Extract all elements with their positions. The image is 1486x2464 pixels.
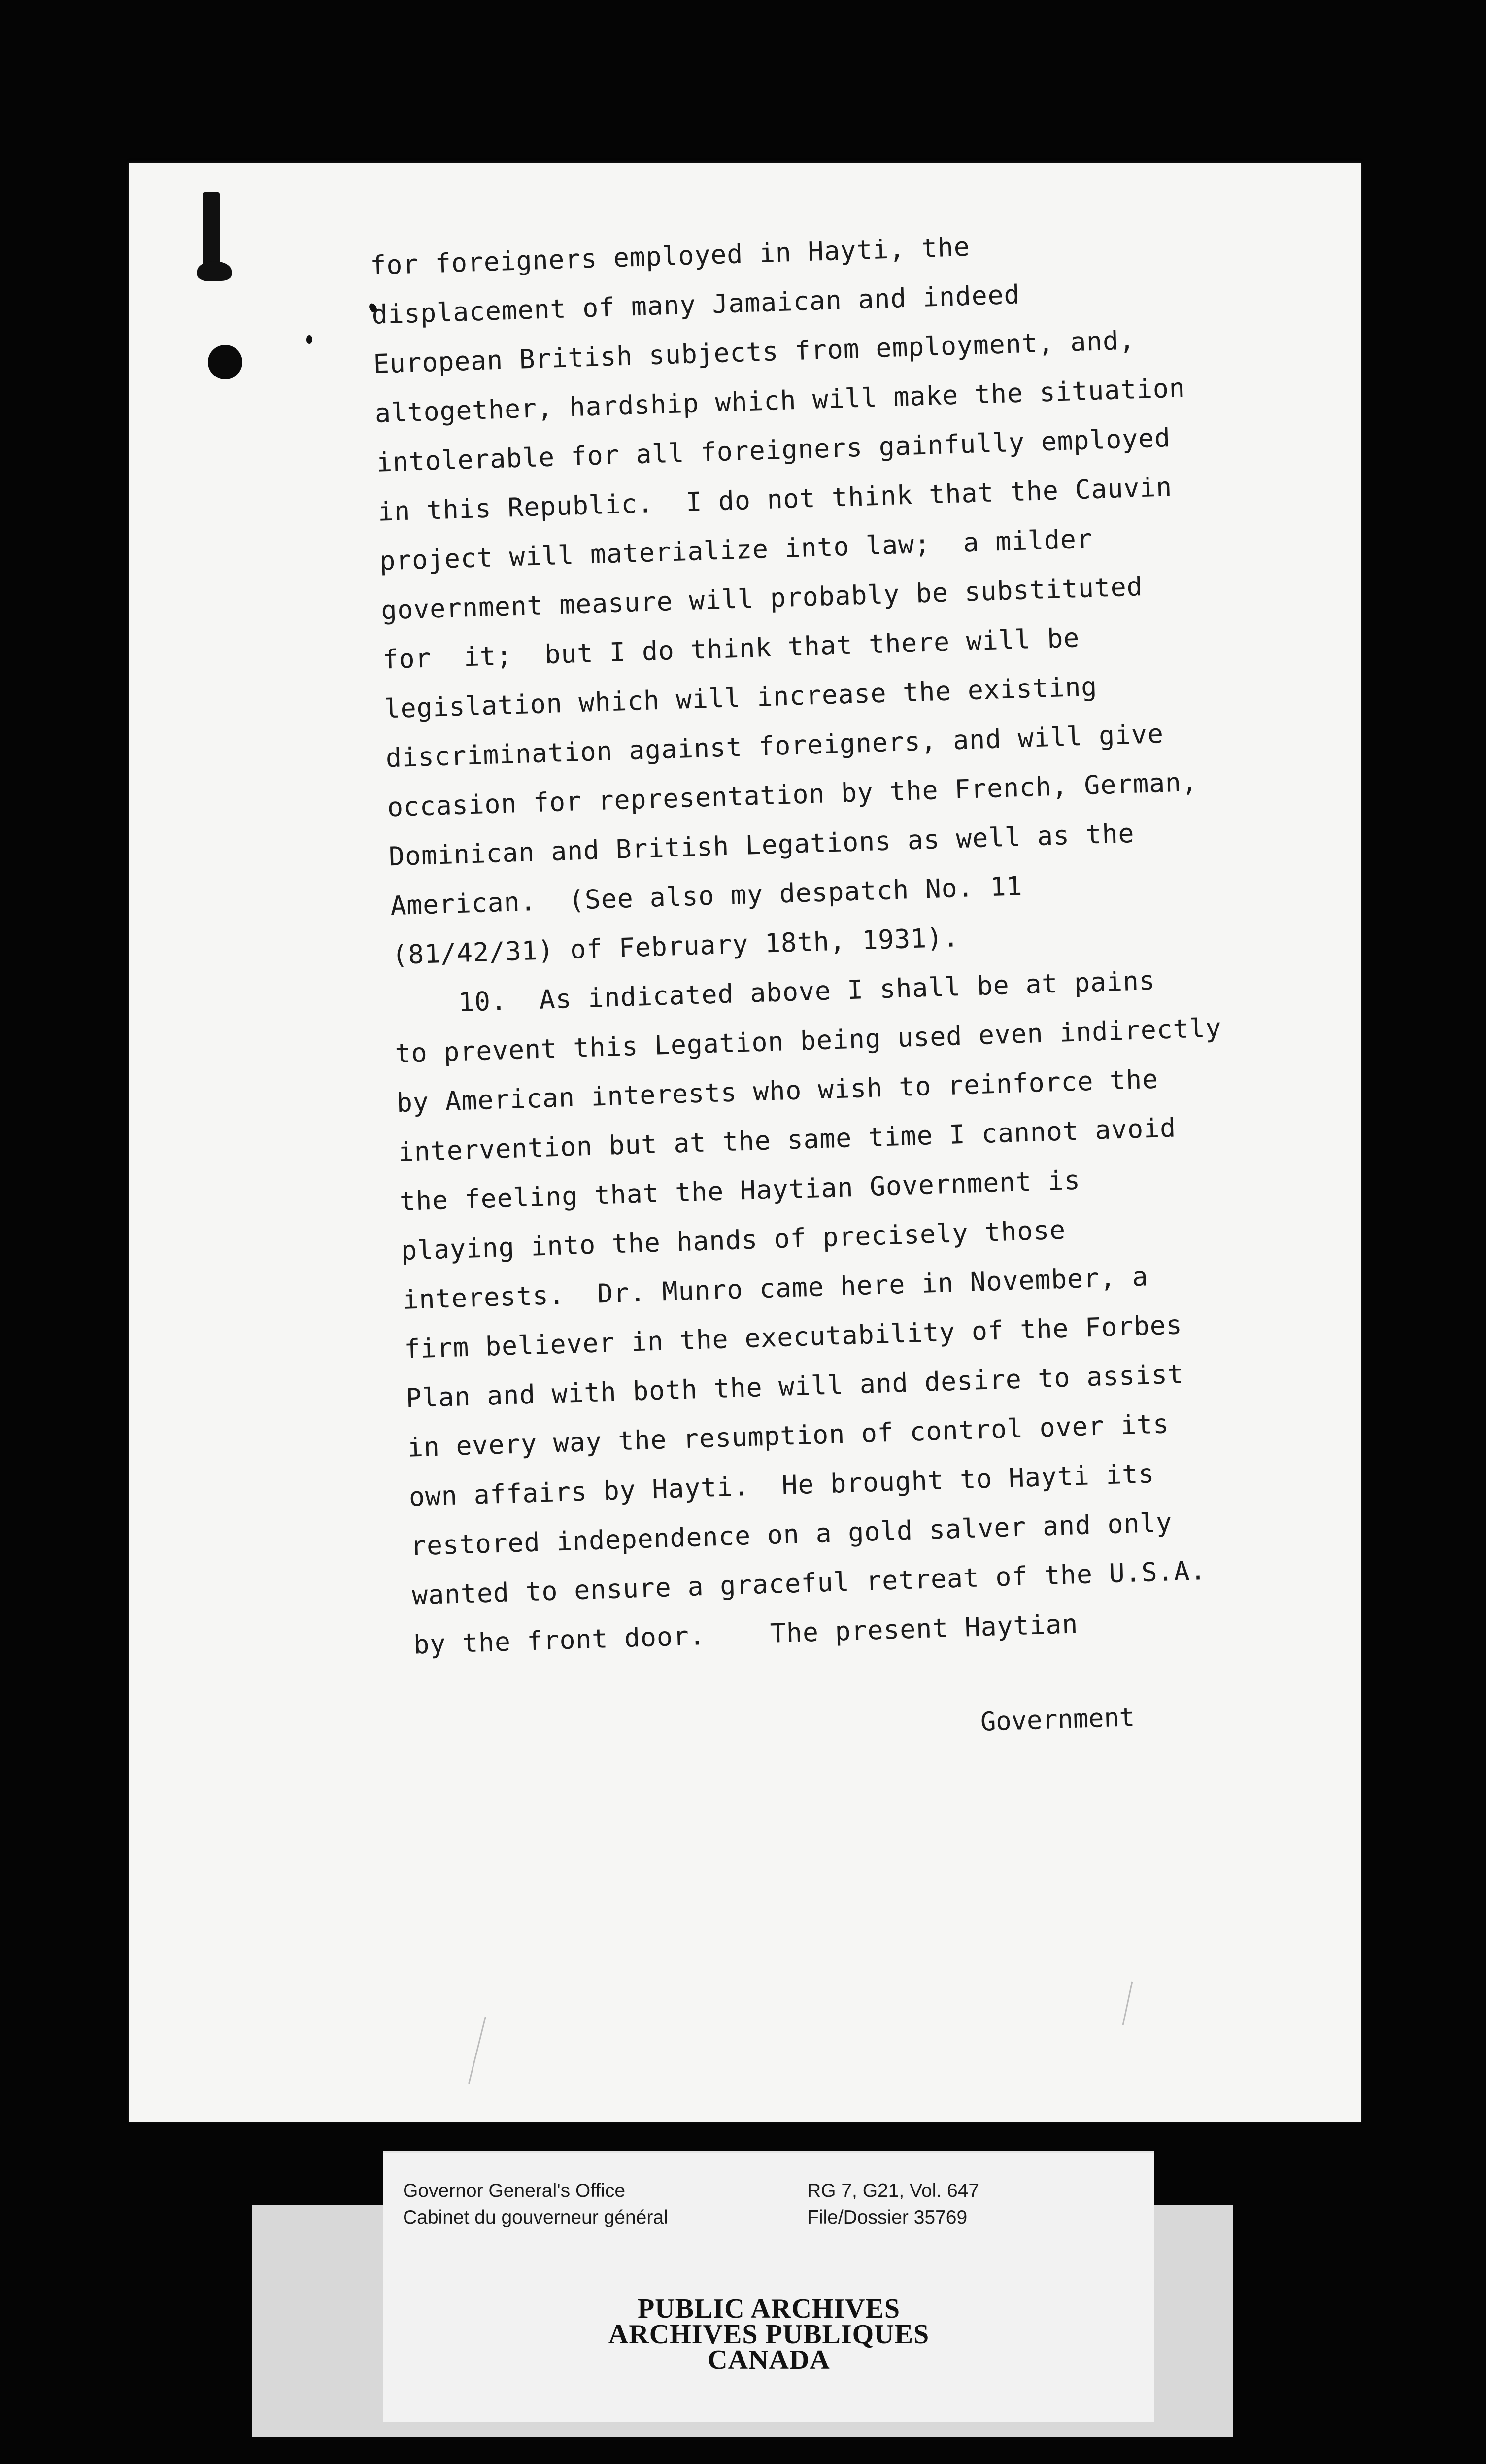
archive-office (403, 2178, 668, 2231)
text-line: restored independence on a gold salver and only (410, 1507, 1173, 1562)
text-line: for foreigners employed in Hayti, the (370, 232, 971, 281)
text-line: intervention but at the same time I cannot avoid (398, 1113, 1177, 1168)
text-line: American. (See also my despatch No. 11 (390, 871, 1023, 922)
catchword: Government (980, 1703, 1135, 1737)
text-line: playing into the hands of precisely those (401, 1215, 1066, 1266)
paragraph-start-line: 10. As indicated above I shall be at pains (393, 965, 1156, 1020)
text-line: own affairs by Hayti. He brought to Hayti its (408, 1459, 1155, 1512)
text-line: in every way the resumption of control over its (406, 1409, 1170, 1463)
text-line: government measure will probably be substituted (380, 572, 1144, 626)
text-line: the feeling that the Haytian Government is (399, 1165, 1081, 1217)
archive-label (383, 2151, 1154, 2422)
text-line: intolerable for all foreigners gainfully employed (376, 423, 1171, 478)
text-line: interests. Dr. Munro came here in November, a (402, 1262, 1149, 1315)
punch-hole (208, 345, 242, 379)
text-line: (81/42/31) of February 18th, 1931). (391, 923, 960, 971)
text-line: European British subjects from employment, and, (372, 325, 1136, 379)
text-line: project will materialize into law; a milder (379, 524, 1093, 577)
text-line: firm believer in the executability of the Forbes (404, 1310, 1183, 1365)
file-dossier-number: File/Dossier 35769 (807, 2207, 968, 2228)
text-line: to prevent this Legation being used even indirectly (394, 1013, 1222, 1069)
film-scratch (468, 2017, 486, 2084)
stamp-line-country: CANADA (708, 2345, 830, 2375)
text-line: occasion for representation by the French, German, (387, 767, 1198, 823)
staple-mark-tail (197, 261, 232, 281)
text-line: Plan and with both the will and desire to assist (405, 1359, 1184, 1414)
text-line: legislation which will increase the existing (383, 672, 1098, 724)
text-line: discrimination against foreigners, and will give (385, 719, 1164, 774)
text-line: by the front door. The present Haytian (413, 1609, 1079, 1660)
typed-text-block (370, 211, 1375, 1670)
text-line: Dominican and British Legations as well as the (388, 818, 1135, 872)
stamp-line-english: PUBLIC ARCHIVES (637, 2293, 901, 2324)
stamp-line-french: ARCHIVES PUBLIQUES (608, 2319, 930, 2350)
text-line: wanted to ensure a graceful retreat of the U.S.A. (411, 1556, 1207, 1611)
text-line: in this Republic. I do not think that the Cauvin (377, 472, 1173, 527)
text-line: by American interests who wish to reinforce the (396, 1064, 1159, 1119)
text-line: altogether, hardship which will make the situation (374, 373, 1186, 429)
text-line: displacement of many Jamaican and indeed (371, 279, 1021, 330)
record-group-reference: RG 7, G21, Vol. 647 (807, 2180, 979, 2201)
film-scratch (1122, 1982, 1133, 2025)
text-line: for it; but I do think that there will be (382, 623, 1081, 675)
archive-reference (807, 2178, 979, 2231)
office-english: Governor General's Office (403, 2180, 626, 2201)
office-french: Cabinet du gouverneur général (403, 2207, 668, 2228)
archives-stamp (383, 2293, 1154, 2375)
ink-speck (306, 335, 312, 344)
